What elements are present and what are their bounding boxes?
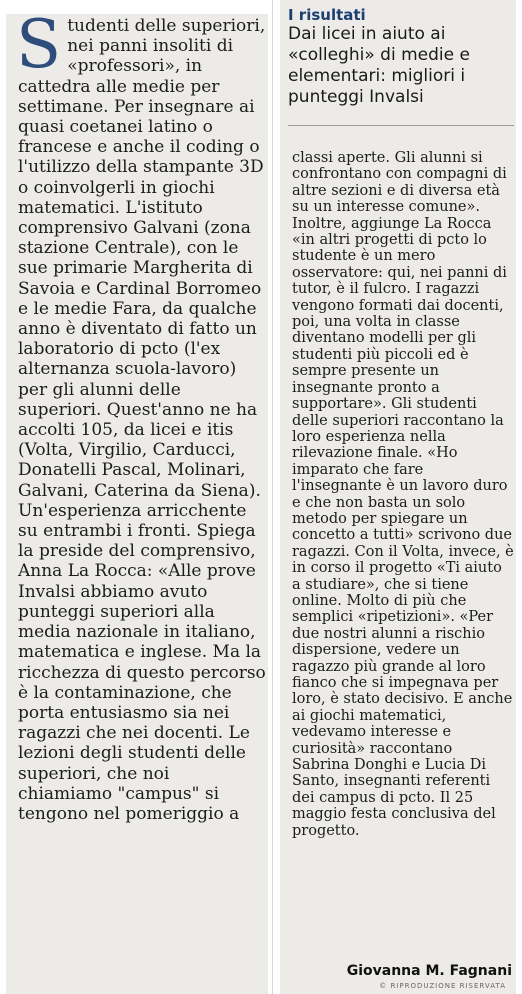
sidebar-box	[280, 0, 516, 994]
author-byline: Giovanna M. Fagnani	[346, 963, 512, 979]
headline-rule	[288, 125, 514, 126]
sidebar-kicker: I risultati	[288, 6, 366, 24]
copyright-credit: © RIPRODUZIONE RISERVATA	[379, 982, 506, 990]
column-divider	[272, 0, 273, 994]
main-article-column	[6, 14, 268, 994]
drop-cap: S	[16, 14, 62, 83]
main-article-text: tudenti delle superiori, nei panni insoliti di «professori», in cattedra alle medie per settimane. Per insegnare ai quasi coetanei latino o francese e anche il coding o l'utilizzo della stampante 3D o coinvolgerli in giochi matematici. L'istituto comprensivo Galvani (zona stazione Centrale), con le sue primarie Margherita di Savoia e Cardinal Borromeo e le medie Fara, da qualche anno è diventato di fatto un laboratorio di pcto (l'ex alternanza scuola-lavoro) per gli alunni delle superiori. Quest'anno ne ha accolti 105, da licei e itis (Volta, Virgilio, Carducci, Donatelli Pascal, Molinari, Galvani, Caterina da Siena). Un'esperienza arricchente su entrambi i fronti. Spiega la preside del comprensivo, Anna La Rocca: «Alle prove Invalsi abbiamo avuto punteggi superiori alla media nazionale in italiano, matematica e inglese. Ma la ricchezza di questo percorso è la contaminazione, che porta entusiasmo sia nei ragazzi che nei docenti. Le lezioni degli studenti delle superiori, che noi chiamiamo "campus" si tengono nel pomeriggio a	[18, 16, 266, 824]
sidebar-headline: Dai licei in aiuto ai «colleghi» di medie e elementari: migliori i punteggi Invalsi	[288, 24, 470, 107]
main-article-body	[6, 14, 268, 824]
sidebar-body-text: classi aperte. Gli alunni si confrontano con compagni di altre sezioni e di diversa età su un interesse comune». Inoltre, aggiunge La Rocca «in altri progetti di pcto lo studente è un mero osservatore: qui, nei panni di tutor, è il fulcro. I ragazzi vengono formati dai docenti, poi, una volta in classe diventano modelli per gli studenti più piccoli ed è sempre presente un insegnante pronto a supportare». Gli studenti delle superiori raccontano la loro esperienza nella rilevazione finale. «Ho imparato che fare l'insegnante è un lavoro duro e che non basta un solo metodo per spiegare un concetto a tutti» scrivono due ragazzi. Con il Volta, invece, è in corso il progetto «Ti aiuto a studiare», che si tiene online. Molto di più che semplici «ripetizioni». «Per due nostri alunni a rischio dispersione, vedere un ragazzo più grande al loro fianco che si impegnava per loro, è stato decisivo. E anche ai giochi matematici, vedevamo interesse e curiosità» raccontano Sabrina Donghi e Lucia Di Santo, insegnanti referenti dei campus di pcto. Il 25 maggio festa conclusiva del progetto.	[292, 150, 514, 839]
